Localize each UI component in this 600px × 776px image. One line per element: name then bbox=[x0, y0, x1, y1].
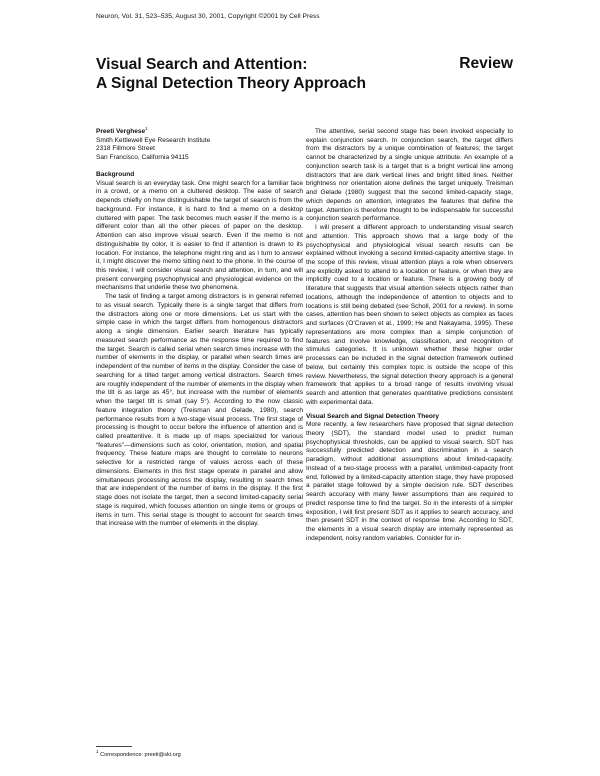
paper-title bbox=[96, 55, 436, 93]
right-column bbox=[306, 128, 513, 544]
left-column bbox=[96, 125, 303, 529]
body-paragraph-sdt: More recently, a few researchers have proposed that signal detection theory (SDT), the standard model used to predict human psychophysical thresholds, can be applied to visual search. SDT has successfully predicted detection and discrimination in a search paradigm, without additional assumptions about limited-capacity. Instead of a two-stage process with a parallel, unlimited-capacity front end, followed by a limited-capacity attention stage, they have proposed a parallel stage followed by a simple decision rule. SDT describes search accuracy with many fewer assumptions than are required to predict response time to find the target. So in the interests of a simpler exposition, I will first present SDT as it applies to search accuracy, and then present SDT in the context of response time. According to SDT, the elements in a visual search display are internally represented as independent, noisy random variables. Consider for in- bbox=[306, 421, 513, 542]
body-paragraph-attentive-stage: The attentive, serial second stage has been invoked especially to explain conjunction search. In conjunction search, the target differs from the distractors by a unique combination of features; the target cannot be characterized by a single unique attribute. An example of a conjunction search task is a target that is a bright vertical line among distractors that are dark vertical lines and bright tilted lines. Neither brightness nor orientation alone defines the target uniquely. Treisman and Gelade (1980) suggest that the second limited-capacity stage, which depends on attention, integrates the features that define the target. Attention is therefore thought to be indispensable for successful conjunction search performance. bbox=[306, 128, 513, 223]
author-city: San Francisco, California 94115 bbox=[96, 154, 189, 162]
journal-citation: Neuron, Vol. 31, 523–535, August 30, 2001, Copyright ©2001 by Cell Press bbox=[96, 13, 320, 20]
section-heading-sdt: Visual Search and Signal Detection Theory bbox=[306, 412, 440, 420]
background-paragraph-1: Visual search is an everyday task. One might search for a familiar face in a crowd, or a memo on a cluttered desktop. The ease of search depends chiefly on how distinguishable the target of search is from the background. For instance, it is hard to find a memo on a desktop cluttered with paper. The task becomes much easier if the memo is a different color than all the other pieces of paper on the desktop. Attention can also improve visual search. Even if the memo is not distinguishable by color, it is easier to find if attention is drawn to its location. For instance, the telephone might ring and as I turn to answer it, I might discover the memo sitting next to the phone. In the course of this review, I will consider visual search and attention, in turn, and will present converging psychophysical and physiological evidence on the mechanisms that underlie these two phenomena. bbox=[96, 179, 303, 292]
footnote-rule bbox=[96, 746, 132, 747]
author-street: 2318 Fillmore Street bbox=[96, 145, 155, 153]
title-line-1: Visual Search and Attention: bbox=[96, 56, 308, 73]
author-institute: Smith Kettlewell Eye Research Institute bbox=[96, 136, 211, 144]
background-paragraph-2: The task of finding a target among distractors is in general referred to as visual search. Typically there is a single target that differs from the distractors along one or more dimensions. Let us start with the simple case in which the target differs from homogenous distractors along a single dimension. Earlier search literature has typically measured search performance as the response time required to find the target. Search is called serial when search times increase with the number of elements in the display, or parallel when search times are independent of the number of items in the display. Consider the case of searching for a tilted target among vertical distractors. Search times are roughly independent of the number of elements in the display when the tilt is as large as 45°, but increase with the number of elements when the target tilt is small (say 5°). According to the now classic feature integration theory (Treisman and Gelade, 1980), search performance results from a two-stage visual process. The first stage of processing is thought to occur before the influence of attention and is called preattentive. It is made up of maps specialized for various “features”—dimensions such as color, orientation, motion, and spatial frequency. These feature maps are thought to correlate to neurons selective for a restricted range of values across each of these dimensions. Elements in this first stage operate in parallel and allow simultaneous processing across the display, resulting in search times that are independent of the number of items in the display. If the first stage does not isolate the target, then a second limited-capacity serial stage is required, which focuses attention on single items or groups of items in turn. This serial stage is thought to account for search times that increase with the number of elements in the display. bbox=[96, 293, 303, 528]
body-paragraph-approach: I will present a different approach to understanding visual search and attention. This approach shows that a large body of the psychophysical and physiological visual search results can be explained without invoking a second limited-capacity attentive stage. In the scope of this review, visual attention plays a role when observers are explicitly asked to attend to a location or feature, or when they are implicitly cued to a location or feature. There is a growing body of literature that suggests that visual attention selects objects rather than locations, although the independence of attention to objects and to locations is still being debated (see Scholl, 2001 for a review). In some cases, attention has been shown to select objects as complex as faces and surfaces (O’Craven et al., 1999; He and Nakayama, 1995). These representations are more complex than a simple conjunction of features and involve knowledge, classification, and recognition of stimulus categories. It is unknown whether these higher order processes can be included in the signal detection framework outlined below, but certainly this complex topic is outside the scope of this review. Nevertheless, the signal detection theory approach is a general framework that applies to a broad range of results involving visual search and attention that generates quantitative predictions consistent with experimental data. bbox=[306, 224, 513, 406]
title-line-2: A Signal Detection Theory Approach bbox=[96, 75, 367, 92]
author-footnote-mark: 1 bbox=[145, 125, 148, 131]
author-name: Preeti Verghese bbox=[96, 128, 146, 135]
footnote-text: Correspondence: preeti@ski.org bbox=[100, 752, 181, 758]
section-heading-background: Background bbox=[96, 170, 135, 178]
author-block bbox=[96, 125, 303, 163]
footnote bbox=[96, 749, 181, 758]
footnote-mark: 1 bbox=[96, 749, 99, 755]
article-type-label: Review bbox=[459, 55, 513, 72]
